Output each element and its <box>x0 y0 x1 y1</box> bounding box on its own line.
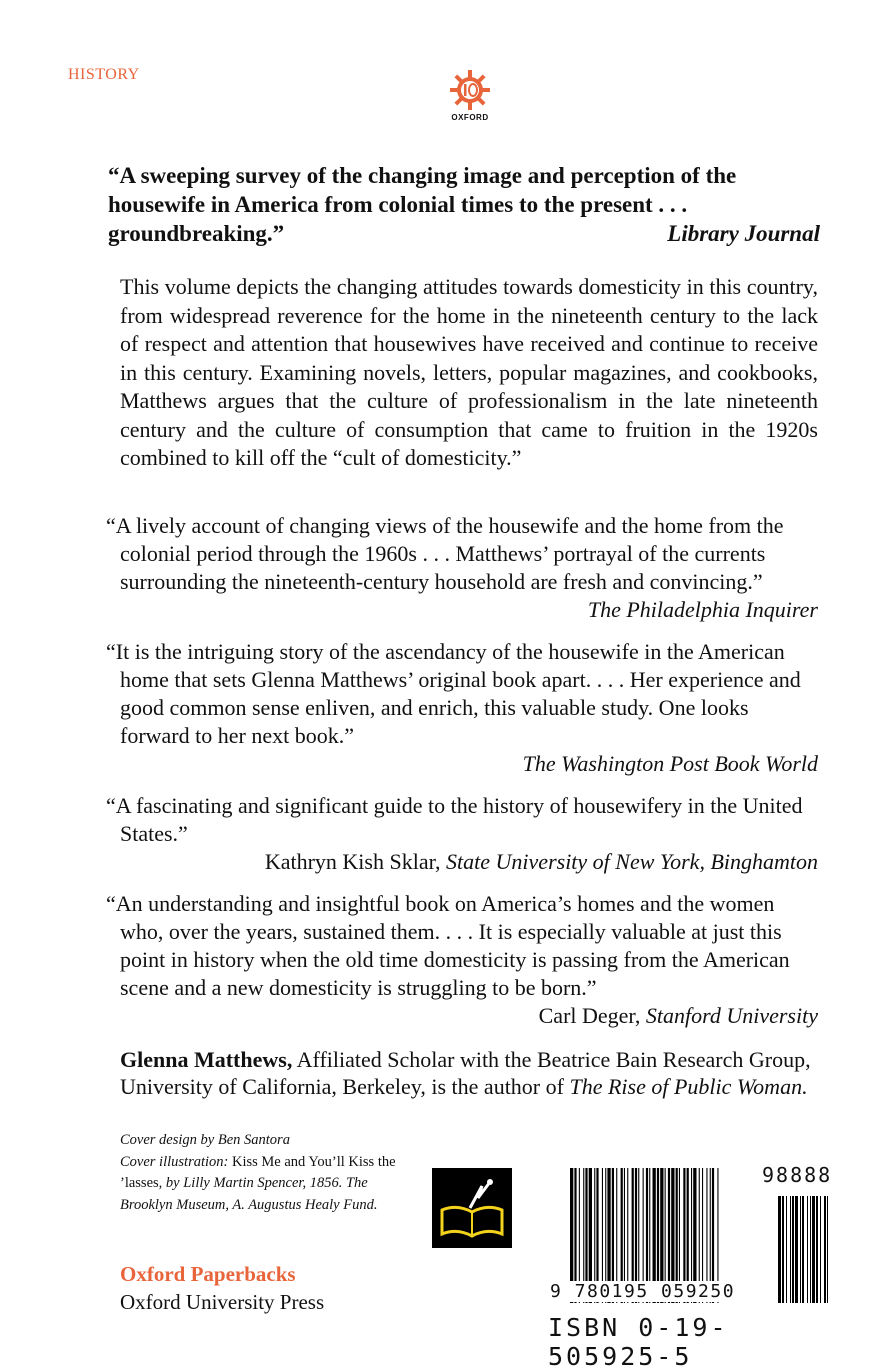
reviewer-affiliation: State University of New York, Binghamton <box>446 849 818 874</box>
isbn-number: ISBN 0-19-505925-5 <box>548 1313 729 1371</box>
review-quote-text: “It is the intriguing story of the ascendancy of the housewife in the American home that sets Glenna Matthews’ original book apart. . . . Her experience and good common sense enliven, and enrich, this valuable study. One looks forward to her next book.” <box>106 639 801 748</box>
illustration-title: Kiss Me and You’ll Kiss the ’lasses, <box>120 1153 396 1191</box>
lead-quote-text: “A sweeping survey of the changing image and perception of the housewife in America from colonial times to the present . . . groundbreaking.” <box>108 163 737 246</box>
price-barcode-bar <box>778 1196 781 1303</box>
review-quote-source <box>106 848 818 876</box>
author-name: Glenna Matthews, <box>120 1047 293 1072</box>
oxford-wordmark: OXFORD <box>451 113 489 122</box>
book-description: This volume depicts the changing attitudes towards domesticity in this country, from widespread reverence for the home in the nineteenth century to the lack of respect and attention that housewives have received and continue to receive in this century. Examining novels, letters, popular magazines, and cookbooks, Matthews argues that the culture of professionalism in the late nineteenth century and the culture of consumption that came to fruition in the 1920s combined to kill off the “cult of domesticity.” <box>120 274 818 470</box>
review-quote <box>106 890 818 1030</box>
lead-quote-source: Library Journal <box>667 221 820 246</box>
oxford-sun-icon <box>448 68 492 112</box>
author-bio-text: Affiliated Scholar with the Beatrice Bain Research Group, University of California, Berkeley, is the author of <box>120 1047 811 1099</box>
review-quote-source: The Philadelphia Inquirer <box>587 597 818 622</box>
reviewer-name: Kathryn Kish Sklar, <box>264 849 441 874</box>
illustration-label: Cover illustration: <box>120 1153 229 1170</box>
price-barcode-bar <box>812 1196 815 1303</box>
review-quote <box>106 638 818 778</box>
oxford-logo <box>445 68 495 122</box>
publisher-name: Oxford University Press <box>120 1290 325 1314</box>
category-label: HISTORY <box>68 66 140 83</box>
price-barcode-bar <box>810 1196 811 1303</box>
open-book-icon <box>432 1168 512 1248</box>
reviewer-name: Carl Deger, <box>538 1003 641 1028</box>
author-bio <box>120 1046 818 1100</box>
price-code: 98888 <box>762 1163 833 1187</box>
ean-digits: 9 780195 059250 <box>550 1281 736 1302</box>
price-barcode-bar <box>802 1196 804 1303</box>
price-barcode-bar <box>824 1196 826 1303</box>
lead-quote <box>108 161 820 248</box>
illustration-details: by Lilly Martin Spencer, 1856. The Brooklyn Museum, A. Augustus Healy Fund. <box>120 1175 378 1213</box>
review-quote-text: “An understanding and insightful book on America’s homes and the women who, over the years, sustained them. . . . It is especially valuable at just this point in history when the old time domesticity is passing from the American scene and a new domesticity is struggling to be born.” <box>106 891 790 1000</box>
review-quote-source: The Washington Post Book World <box>522 751 818 776</box>
reviewer-affiliation: Stanford University <box>645 1003 818 1028</box>
price-barcode-bar <box>782 1196 784 1303</box>
review-quote-source <box>538 1002 818 1030</box>
price-barcode-bar <box>800 1196 801 1303</box>
price-barcode-bar <box>795 1196 798 1303</box>
open-book-logo <box>432 1168 512 1248</box>
author-other-book: The Rise of Public Woman. <box>569 1074 808 1099</box>
cover-credits <box>120 1130 420 1216</box>
barcode-block <box>545 1163 845 1371</box>
price-barcode-bar <box>786 1196 787 1303</box>
price-barcode-bar <box>807 1196 808 1303</box>
price-barcode-bar <box>792 1196 794 1303</box>
review-quote <box>106 512 818 624</box>
review-quote-text: “A lively account of changing views of the housewife and the home from the colonial period through the 1960s . . . Matthews’ portrayal of the currents surrounding the nineteenth-century household are fresh and convincing.” <box>106 513 784 594</box>
review-quote-text: “A fascinating and significant guide to the history of housewifery in the United States.” <box>106 793 803 846</box>
review-quote <box>106 792 818 876</box>
price-barcode-bar <box>790 1196 791 1303</box>
price-barcode-bar <box>816 1196 818 1303</box>
price-barcode-bar <box>820 1196 821 1303</box>
series-name: Oxford Paperbacks <box>120 1262 296 1286</box>
cover-design-credit: Cover design by Ben Santora <box>120 1132 290 1148</box>
cover-illustration-credit <box>120 1152 420 1217</box>
price-barcode-bar <box>827 1196 828 1303</box>
imprint <box>120 1260 324 1316</box>
